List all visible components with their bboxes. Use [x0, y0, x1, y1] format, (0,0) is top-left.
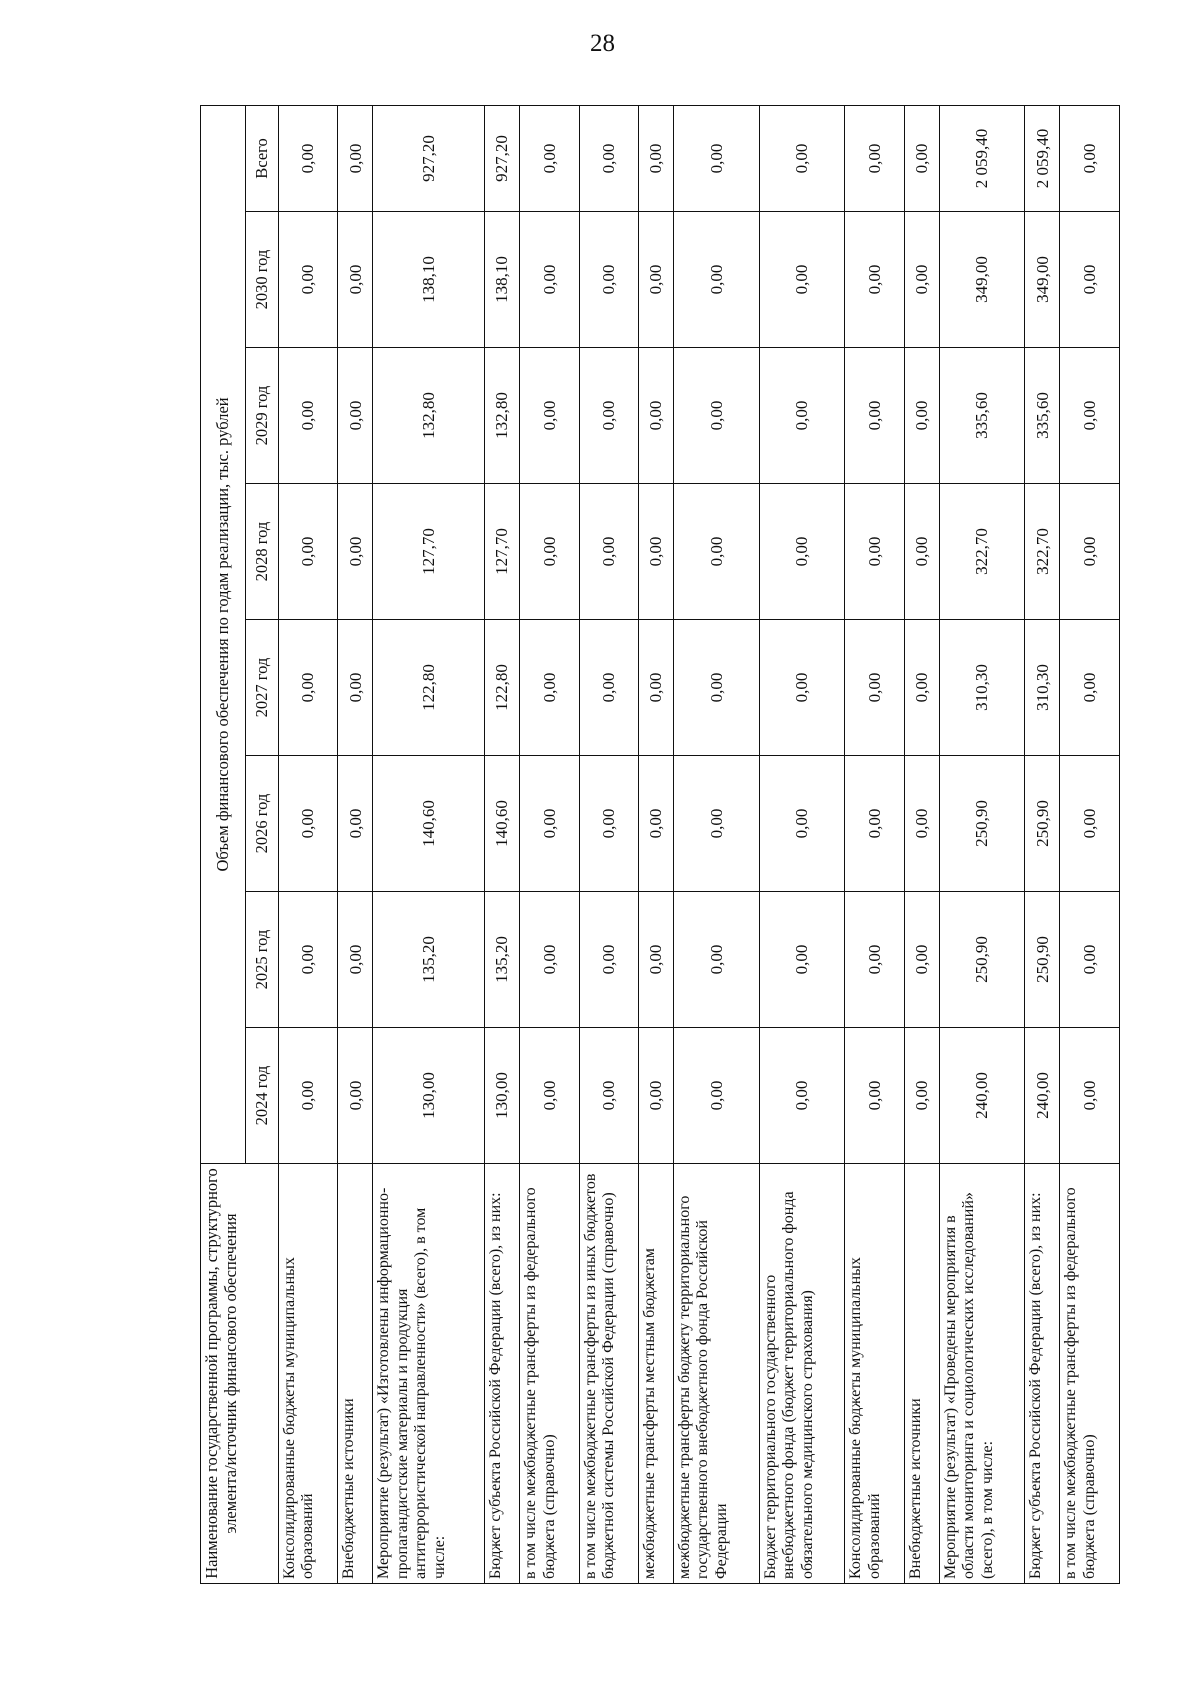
table-row [579, 105, 638, 1583]
row-year-value: 0,00 [579, 756, 638, 892]
row-year-value: 0,00 [845, 620, 904, 756]
row-year-value: 0,00 [279, 620, 338, 756]
row-year-value: 0,00 [759, 212, 845, 348]
table-row [520, 105, 579, 1583]
row-year-value: 0,00 [338, 892, 373, 1028]
row-label: межбюджетные трансферты местным бюджетам [639, 1164, 674, 1584]
row-year-value: 0,00 [338, 756, 373, 892]
header-year: 2028 год [246, 484, 279, 620]
row-year-value: 0,00 [674, 212, 760, 348]
row-year-value: 0,00 [759, 756, 845, 892]
row-year-value: 0,00 [845, 892, 904, 1028]
row-total-value: 0,00 [904, 105, 939, 211]
row-year-value: 0,00 [1060, 1028, 1120, 1164]
row-year-value: 138,10 [485, 212, 520, 348]
row-year-value: 0,00 [279, 484, 338, 620]
row-label: Бюджет территориального государственного внебюджетного фонда (бюджет территориального фонда обязательного медицинского страхования) [759, 1164, 845, 1584]
row-year-value: 0,00 [759, 1028, 845, 1164]
row-year-value: 0,00 [1060, 484, 1120, 620]
row-year-value: 0,00 [674, 756, 760, 892]
row-year-value: 0,00 [338, 348, 373, 484]
row-total-value: 0,00 [579, 105, 638, 211]
row-year-value: 0,00 [904, 348, 939, 484]
row-year-value: 0,00 [904, 756, 939, 892]
table-row [279, 105, 338, 1583]
row-year-value: 0,00 [639, 484, 674, 620]
table-row [674, 105, 760, 1583]
row-total-value: 0,00 [279, 105, 338, 211]
row-year-value: 0,00 [1060, 892, 1120, 1028]
row-year-value: 0,00 [845, 348, 904, 484]
row-year-value: 0,00 [520, 1028, 579, 1164]
row-year-value: 127,70 [373, 484, 485, 620]
row-year-value: 0,00 [639, 756, 674, 892]
row-total-value: 0,00 [639, 105, 674, 211]
row-year-value: 0,00 [338, 212, 373, 348]
row-year-value: 0,00 [759, 620, 845, 756]
row-year-value: 0,00 [904, 212, 939, 348]
row-year-value: 0,00 [520, 212, 579, 348]
row-year-value: 138,10 [373, 212, 485, 348]
row-year-value: 0,00 [1060, 212, 1120, 348]
row-year-value: 0,00 [579, 1028, 638, 1164]
row-total-value: 927,20 [485, 105, 520, 211]
row-year-value: 122,80 [373, 620, 485, 756]
row-year-value: 0,00 [674, 620, 760, 756]
row-year-value: 130,00 [485, 1028, 520, 1164]
row-label: межбюджетные трансферты бюджету территориального государственного внебюджетного фонда Российской Федерации [674, 1164, 760, 1584]
row-year-value: 122,80 [485, 620, 520, 756]
row-label: Мероприятие (результат) «Изготовлены информационно-пропагандистские материалы и продукция антитеррористической направленности» (всего), в том числе: [373, 1164, 485, 1584]
row-year-value: 322,70 [1025, 484, 1060, 620]
row-year-value: 0,00 [674, 892, 760, 1028]
row-year-value: 0,00 [338, 620, 373, 756]
row-year-value: 349,00 [1025, 212, 1060, 348]
row-label: Мероприятие (результат) «Проведены мероприятия в области мониторинга и социологических исследований» (всего), в том числе: [939, 1164, 1025, 1584]
table-row [904, 105, 939, 1583]
row-year-value: 0,00 [579, 620, 638, 756]
row-label: в том числе межбюджетные трансферты из федерального бюджета (справочно) [1060, 1164, 1120, 1584]
row-year-value: 335,60 [1025, 348, 1060, 484]
row-year-value: 0,00 [639, 348, 674, 484]
header-year: 2029 год [246, 348, 279, 484]
row-total-value: 2 059,40 [1025, 105, 1060, 211]
row-year-value: 135,20 [485, 892, 520, 1028]
row-year-value: 135,20 [373, 892, 485, 1028]
row-year-value: 0,00 [1060, 620, 1120, 756]
table-row [1060, 105, 1120, 1583]
row-year-value: 0,00 [279, 756, 338, 892]
row-year-value: 310,30 [939, 620, 1025, 756]
row-label: Внебюджетные источники [338, 1164, 373, 1584]
row-total-value: 0,00 [674, 105, 760, 211]
row-year-value: 335,60 [939, 348, 1025, 484]
header-funding-group: Объем финансового обеспечения по годам реализации, тыс. рублей [201, 105, 246, 1163]
row-label: Бюджет субъекта Российской Федерации (всего), из них: [1025, 1164, 1060, 1584]
row-year-value: 250,90 [939, 756, 1025, 892]
row-year-value: 0,00 [904, 892, 939, 1028]
row-year-value: 0,00 [520, 756, 579, 892]
row-year-value: 0,00 [279, 1028, 338, 1164]
row-year-value: 0,00 [338, 1028, 373, 1164]
row-year-value: 0,00 [674, 1028, 760, 1164]
row-year-value: 0,00 [520, 892, 579, 1028]
rotated-table-wrapper [200, 106, 1120, 1584]
row-total-value: 0,00 [845, 105, 904, 211]
row-year-value: 0,00 [520, 620, 579, 756]
row-label: в том числе межбюджетные трансферты из федерального бюджета (справочно) [520, 1164, 579, 1584]
row-year-value: 0,00 [579, 484, 638, 620]
row-year-value: 0,00 [759, 892, 845, 1028]
row-year-value: 0,00 [904, 620, 939, 756]
row-total-value: 927,20 [373, 105, 485, 211]
row-year-value: 250,90 [1025, 892, 1060, 1028]
row-year-value: 0,00 [845, 484, 904, 620]
row-year-value: 0,00 [579, 892, 638, 1028]
row-year-value: 0,00 [845, 1028, 904, 1164]
row-year-value: 310,30 [1025, 620, 1060, 756]
row-year-value: 0,00 [759, 348, 845, 484]
row-year-value: 0,00 [338, 484, 373, 620]
row-label: Внебюджетные источники [904, 1164, 939, 1584]
row-year-value: 0,00 [674, 348, 760, 484]
row-year-value: 130,00 [373, 1028, 485, 1164]
row-total-value: 0,00 [520, 105, 579, 211]
table-row [845, 105, 904, 1583]
row-label: Консолидированные бюджеты муниципальных образований [845, 1164, 904, 1584]
row-year-value: 0,00 [1060, 348, 1120, 484]
row-year-value: 0,00 [579, 212, 638, 348]
row-year-value: 0,00 [279, 212, 338, 348]
row-total-value: 0,00 [1060, 105, 1120, 211]
table-row [639, 105, 674, 1583]
row-label: Консолидированные бюджеты муниципальных образований [279, 1164, 338, 1584]
row-year-value: 0,00 [579, 348, 638, 484]
row-year-value: 0,00 [520, 484, 579, 620]
table-body [279, 105, 1120, 1583]
row-total-value: 0,00 [759, 105, 845, 211]
header-year: 2025 год [246, 892, 279, 1028]
row-year-value: 0,00 [520, 348, 579, 484]
row-year-value: 0,00 [845, 756, 904, 892]
row-year-value: 140,60 [485, 756, 520, 892]
row-year-value: 0,00 [639, 212, 674, 348]
row-year-value: 250,90 [939, 892, 1025, 1028]
row-year-value: 0,00 [904, 1028, 939, 1164]
header-total: Всего [246, 105, 279, 211]
row-year-value: 349,00 [939, 212, 1025, 348]
table-row [759, 105, 845, 1583]
row-year-value: 250,90 [1025, 756, 1060, 892]
row-label: в том числе межбюджетные трансферты из иных бюджетов бюджетной системы Российской Федерации (справочно) [579, 1164, 638, 1584]
header-year: 2027 год [246, 620, 279, 756]
row-year-value: 0,00 [279, 892, 338, 1028]
header-year: 2024 год [246, 1028, 279, 1164]
row-year-value: 127,70 [485, 484, 520, 620]
row-year-value: 0,00 [639, 892, 674, 1028]
row-total-value: 2 059,40 [939, 105, 1025, 211]
row-year-value: 240,00 [939, 1028, 1025, 1164]
row-year-value: 132,80 [485, 348, 520, 484]
row-label: Бюджет субъекта Российской Федерации (всего), из них: [485, 1164, 520, 1584]
table-row [373, 105, 485, 1583]
page-number: 28 [590, 30, 615, 57]
row-year-value: 0,00 [674, 484, 760, 620]
row-year-value: 140,60 [373, 756, 485, 892]
row-year-value: 0,00 [639, 1028, 674, 1164]
row-year-value: 0,00 [845, 212, 904, 348]
table-row [485, 105, 520, 1583]
row-year-value: 132,80 [373, 348, 485, 484]
header-year: 2026 год [246, 756, 279, 892]
row-year-value: 0,00 [904, 484, 939, 620]
row-year-value: 0,00 [279, 348, 338, 484]
table-row [1025, 105, 1060, 1583]
table-row [338, 105, 373, 1583]
row-year-value: 0,00 [759, 484, 845, 620]
row-year-value: 0,00 [639, 620, 674, 756]
row-year-value: 0,00 [1060, 756, 1120, 892]
header-year: 2030 год [246, 212, 279, 348]
table-row [939, 105, 1025, 1583]
row-total-value: 0,00 [338, 105, 373, 211]
header-name-column: Наименование государственной программы, структурного элемента/источник финансового обеспечения [201, 1164, 279, 1584]
row-year-value: 322,70 [939, 484, 1025, 620]
budget-table [200, 105, 1120, 1584]
row-year-value: 240,00 [1025, 1028, 1060, 1164]
